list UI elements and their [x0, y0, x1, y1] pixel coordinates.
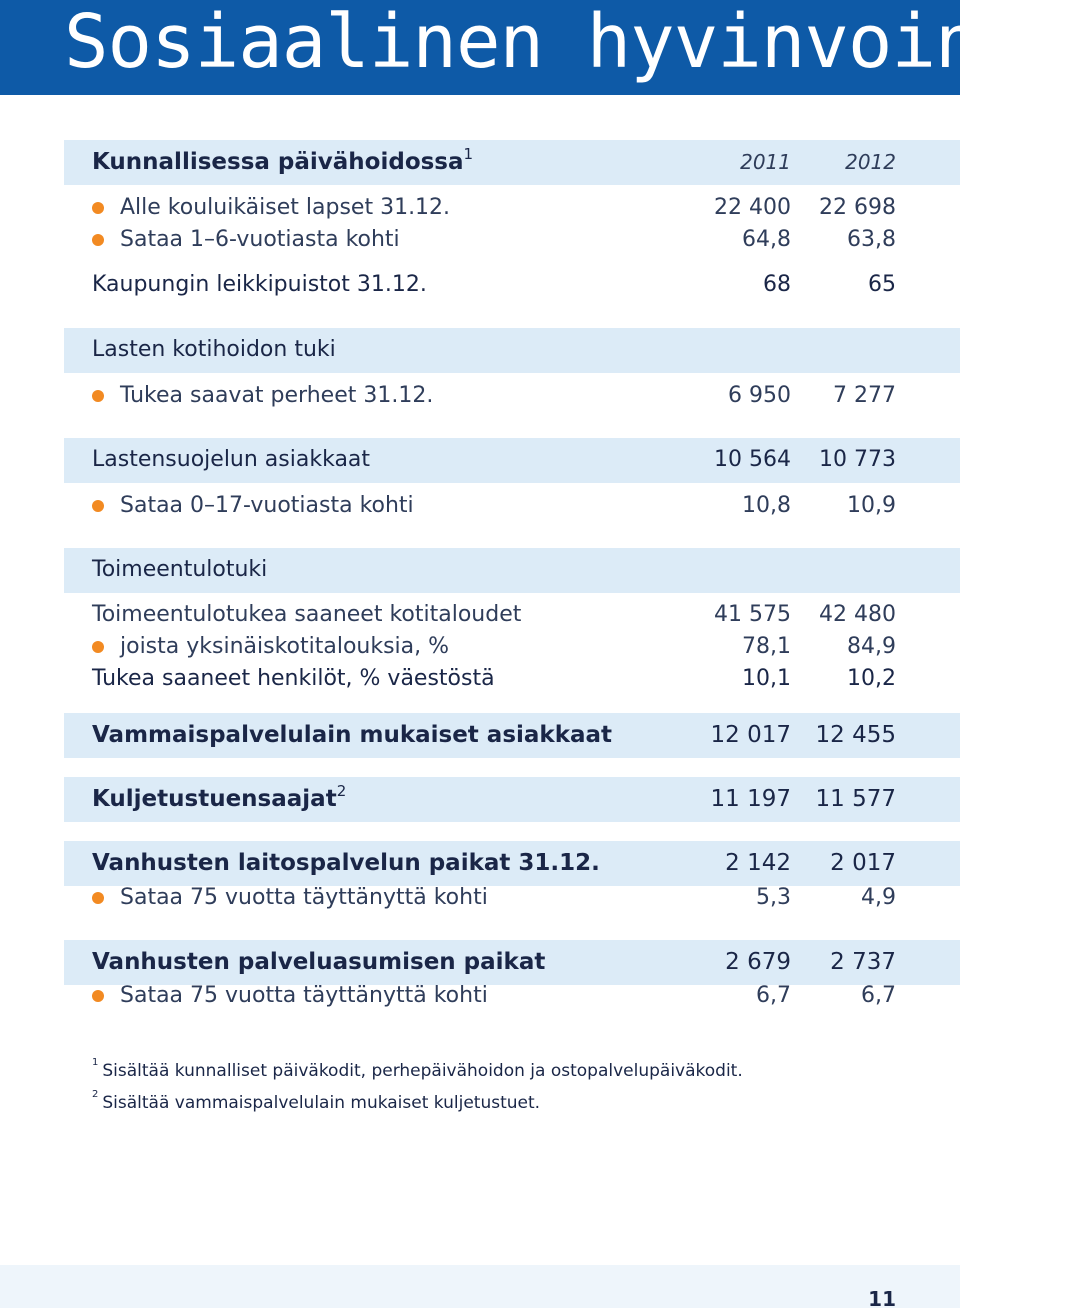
value-2011: 78,1	[742, 634, 791, 659]
section-title-disability	[92, 718, 896, 752]
row-label: Sataa 75 vuotta täyttänyttä kohti	[120, 885, 488, 910]
value-2011: 10,1	[742, 666, 791, 691]
row-label: Toimeentulotukea saaneet kotitaloudet	[92, 602, 522, 627]
bullet-icon	[92, 641, 104, 653]
footnote-2	[92, 1089, 541, 1114]
bullet-icon	[92, 390, 104, 402]
table-row	[92, 598, 896, 632]
row-label: Tukea saaneet henkilöt, % väestöstä	[92, 666, 495, 691]
footnote-ref-2: 2	[336, 782, 347, 800]
value-2011: 11 197	[710, 786, 791, 812]
value-2012: 11 577	[815, 786, 896, 812]
value-2012: 12 455	[815, 722, 896, 748]
table-row	[92, 223, 896, 257]
value-2011: 6,7	[756, 983, 791, 1008]
bullet-icon	[92, 234, 104, 246]
income-title-text: Toimeentulotuki	[92, 557, 268, 582]
value-2011: 6 950	[728, 383, 791, 408]
page-number: 11	[868, 1287, 896, 1311]
homecare-title-text: Lasten kotihoidon tuki	[92, 337, 336, 362]
value-2012: 4,9	[861, 885, 896, 910]
value-2012: 2 017	[830, 850, 896, 876]
value-2011: 2 679	[725, 949, 791, 975]
value-2011: 10,8	[742, 493, 791, 518]
value-2011: 41 575	[714, 602, 791, 627]
table-row	[92, 191, 896, 225]
footnote-mark: 2	[92, 1089, 99, 1100]
transport-title-text: Kuljetustuensaajat	[92, 786, 337, 812]
bullet-icon	[92, 500, 104, 512]
value-2011: 2 142	[725, 850, 791, 876]
value-2011: 12 017	[710, 722, 791, 748]
table-row	[92, 630, 896, 664]
value-2012: 63,8	[847, 227, 896, 252]
value-2011: 64,8	[742, 227, 791, 252]
footnote-text: Sisältää kunnalliset päiväkodit, perhepäivähoidon ja ostopalvelupäiväkodit.	[102, 1061, 743, 1081]
table-row	[92, 379, 896, 413]
page-title: Sosiaalinen hyvinvointi	[64, 0, 1066, 85]
footnote-text: Sisältää vammaispalvelulain mukaiset kuljetustuet.	[102, 1093, 541, 1113]
row-label: Sataa 75 vuotta täyttänyttä kohti	[120, 983, 488, 1008]
row-label: joista yksinäiskotitalouksia, %	[120, 634, 450, 659]
row-label: Sataa 0–17-vuotiasta kohti	[120, 493, 414, 518]
daycare-title-text: Kunnallisessa päivähoidossa	[92, 149, 464, 175]
row-label: Alle kouluikäiset lapset 31.12.	[120, 195, 451, 220]
section-title-institutional	[92, 846, 896, 880]
disability-title-text: Vammaispalvelulain mukaiset asiakkaat	[92, 722, 613, 748]
row-label: Kaupungin leikkipuistot 31.12.	[92, 272, 427, 297]
table-row	[92, 881, 896, 915]
value-2012: 10 773	[819, 447, 896, 472]
value-2012: 7 277	[833, 383, 896, 408]
bullet-icon	[92, 990, 104, 1002]
table-row	[92, 662, 896, 696]
value-2011: 5,3	[756, 885, 791, 910]
institutional-title-text: Vanhusten laitospalvelun paikat 31.12.	[92, 850, 600, 876]
footnote-ref-1: 1	[463, 145, 474, 163]
year-2012-header: 2012	[845, 150, 896, 174]
value-2011: 10 564	[714, 447, 791, 472]
section-title-transport	[92, 782, 896, 816]
year-2011-header: 2011	[740, 150, 791, 174]
childprotection-title-text: Lastensuojelun asiakkaat	[92, 447, 371, 472]
row-label: Sataa 1–6-vuotiasta kohti	[120, 227, 400, 252]
value-2011: 68	[763, 272, 791, 297]
value-2012: 84,9	[847, 634, 896, 659]
table-row	[92, 268, 896, 302]
value-2012: 10,2	[847, 666, 896, 691]
value-2012: 6,7	[861, 983, 896, 1008]
row-label: Tukea saavat perheet 31.12.	[120, 383, 434, 408]
footer-band	[0, 1265, 960, 1308]
section-title-serviced-housing	[92, 945, 896, 979]
value-2012: 10,9	[847, 493, 896, 518]
value-2012: 42 480	[819, 602, 896, 627]
footnote-mark: 1	[92, 1057, 99, 1068]
footnote-1	[92, 1057, 743, 1082]
table-row	[92, 489, 896, 523]
section-title-homecare	[92, 333, 896, 367]
table-row	[92, 979, 896, 1013]
section-title-childprotection	[92, 443, 896, 477]
section-title-income	[92, 553, 896, 587]
bullet-icon	[92, 892, 104, 904]
serviced-housing-title-text: Vanhusten palveluasumisen paikat	[92, 949, 546, 975]
value-2012: 2 737	[830, 949, 896, 975]
page-header	[0, 0, 1066, 95]
bullet-icon	[92, 202, 104, 214]
value-2012: 22 698	[819, 195, 896, 220]
section-title-daycare	[92, 145, 896, 179]
value-2011: 22 400	[714, 195, 791, 220]
value-2012: 65	[868, 272, 896, 297]
